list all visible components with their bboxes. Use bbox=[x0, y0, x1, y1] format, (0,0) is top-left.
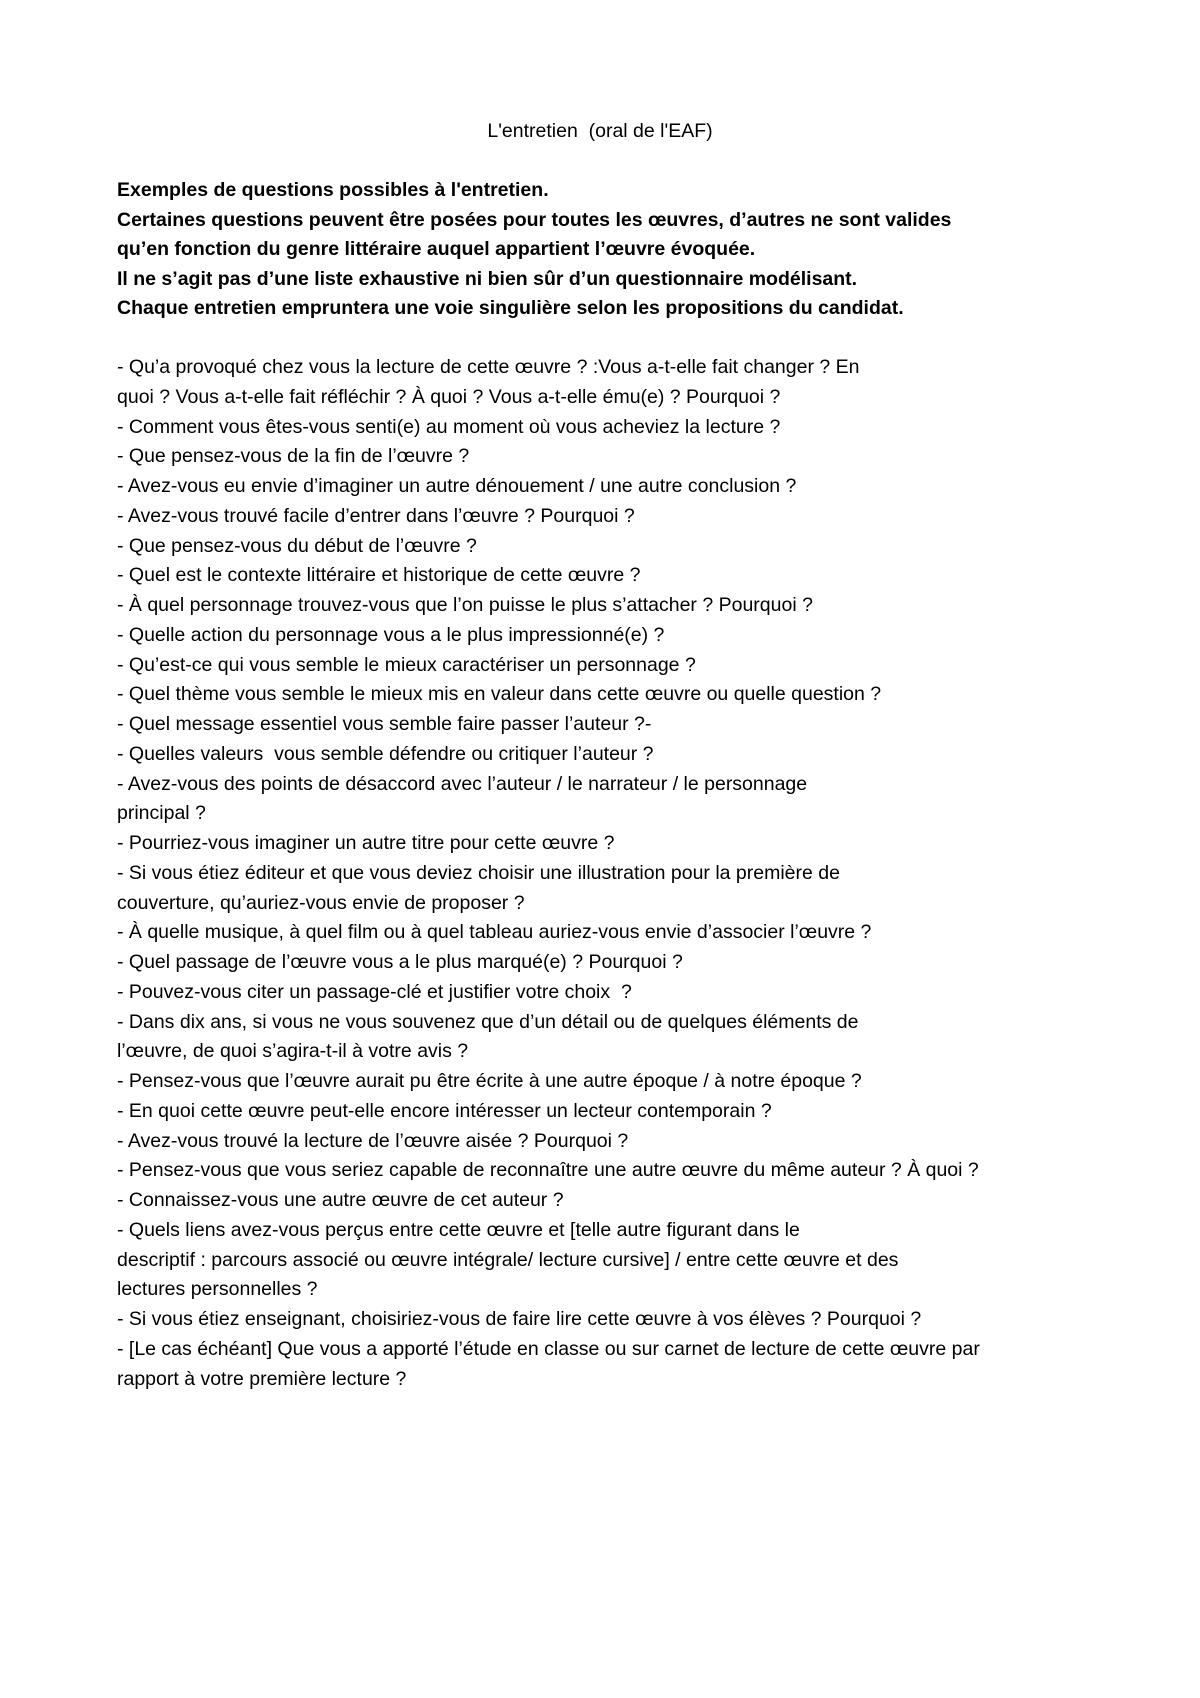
question-line: - Comment vous êtes-vous senti(e) au moment où vous acheviez la lecture ? bbox=[117, 415, 781, 438]
question-line: - Quel passage de l’œuvre vous a le plus marqué(e) ? Pourquoi ? bbox=[117, 951, 683, 973]
question-line: - Qu’est-ce qui vous semble le mieux caractériser un personnage ? bbox=[117, 653, 696, 676]
question-line: - À quelle musique, à quel film ou à quel tableau auriez-vous envie d’associer l’œuvre ? bbox=[117, 921, 872, 944]
intro-line: Il ne s’agit pas d’une liste exhaustive ni bien sûr d’un questionnaire modélisant. bbox=[117, 267, 858, 290]
question-line: - Que pensez-vous de la fin de l’œuvre ? bbox=[117, 445, 470, 468]
question-line: principal ? bbox=[117, 802, 206, 825]
intro-line: Certaines questions peuvent être posées pour toutes les œuvres, d’autres ne sont valides bbox=[117, 208, 952, 231]
question-line: quoi ? Vous a-t-elle fait réfléchir ? À quoi ? Vous a-t-elle ému(e) ? Pourquoi ? bbox=[117, 385, 781, 408]
question-line: - [Le cas échéant] Que vous a apporté l’étude en classe ou sur carnet de lecture de cette œuvre par bbox=[117, 1337, 980, 1360]
question-line: - Qu’a provoqué chez vous la lecture de cette œuvre ? :Vous a-t-elle fait changer ? En bbox=[117, 356, 860, 378]
question-line: - Avez-vous eu envie d’imaginer un autre dénouement / une autre conclusion ? bbox=[117, 475, 797, 497]
question-line: - Si vous étiez enseignant, choisiriez-vous de faire lire cette œuvre à vos élèves ? Pourquoi ? bbox=[117, 1308, 922, 1330]
intro-line: qu’en fonction du genre littéraire auquel appartient l’œuvre évoquée. bbox=[117, 238, 756, 260]
question-line: - Avez-vous trouvé facile d’entrer dans l’œuvre ? Pourquoi ? bbox=[117, 504, 635, 527]
intro-block bbox=[117, 176, 1117, 324]
question-line: descriptif : parcours associé ou œuvre intégrale/ lecture cursive] / entre cette œuvre et des bbox=[117, 1248, 899, 1271]
question-line: - À quel personnage trouvez-vous que l’on puisse le plus s’attacher ? Pourquoi ? bbox=[117, 594, 813, 616]
question-line: - Dans dix ans, si vous ne vous souvenez que d’un détail ou de quelques éléments de bbox=[117, 1010, 859, 1033]
question-line: - Pensez-vous que vous seriez capable de reconnaître une autre œuvre du même auteur ? À quoi ? bbox=[117, 1159, 979, 1182]
question-line: - Quels liens avez-vous perçus entre cette œuvre et [telle autre figurant dans le bbox=[117, 1218, 800, 1241]
question-line: - Quelles valeurs vous semble défendre ou critiquer l’auteur ? bbox=[117, 742, 654, 765]
question-line: - En quoi cette œuvre peut-elle encore intéresser un lecteur contemporain ? bbox=[117, 1099, 772, 1122]
question-line: - Quel message essentiel vous semble faire passer l’auteur ?- bbox=[117, 713, 652, 735]
question-line: - Pourriez-vous imaginer un autre titre pour cette œuvre ? bbox=[117, 832, 615, 854]
questions-list bbox=[117, 353, 1117, 1394]
question-line: l’œuvre, de quoi s’agira-t-il à votre avis ? bbox=[117, 1040, 469, 1063]
question-line: - Connaissez-vous une autre œuvre de cet auteur ? bbox=[117, 1189, 564, 1211]
question-line: - Quel est le contexte littéraire et historique de cette œuvre ? bbox=[117, 564, 641, 587]
question-line: couverture, qu’auriez-vous envie de proposer ? bbox=[117, 891, 525, 914]
intro-line: Chaque entretien empruntera une voie singulière selon les propositions du candidat. bbox=[117, 297, 904, 319]
question-line: - Quel thème vous semble le mieux mis en valeur dans cette œuvre ou quelle question ? bbox=[117, 683, 882, 706]
intro-line: Exemples de questions possibles à l'entretien. bbox=[117, 179, 549, 201]
question-line: rapport à votre première lecture ? bbox=[117, 1367, 407, 1390]
question-line: lectures personnelles ? bbox=[117, 1278, 318, 1301]
question-line: - Pouvez-vous citer un passage-clé et justifier votre choix ? bbox=[117, 980, 632, 1003]
question-line: - Avez-vous des points de désaccord avec l’auteur / le narrateur / le personnage bbox=[117, 772, 808, 795]
question-line: - Quelle action du personnage vous a le plus impressionné(e) ? bbox=[117, 623, 665, 646]
question-line: - Si vous étiez éditeur et que vous deviez choisir une illustration pour la première de bbox=[117, 861, 840, 884]
question-line: - Avez-vous trouvé la lecture de l’œuvre aisée ? Pourquoi ? bbox=[117, 1129, 629, 1152]
question-line: - Que pensez-vous du début de l’œuvre ? bbox=[117, 534, 477, 557]
question-line: - Pensez-vous que l’œuvre aurait pu être écrite à une autre époque / à notre époque ? bbox=[117, 1070, 862, 1092]
document-title: L'entretien (oral de l'EAF) bbox=[487, 120, 713, 142]
